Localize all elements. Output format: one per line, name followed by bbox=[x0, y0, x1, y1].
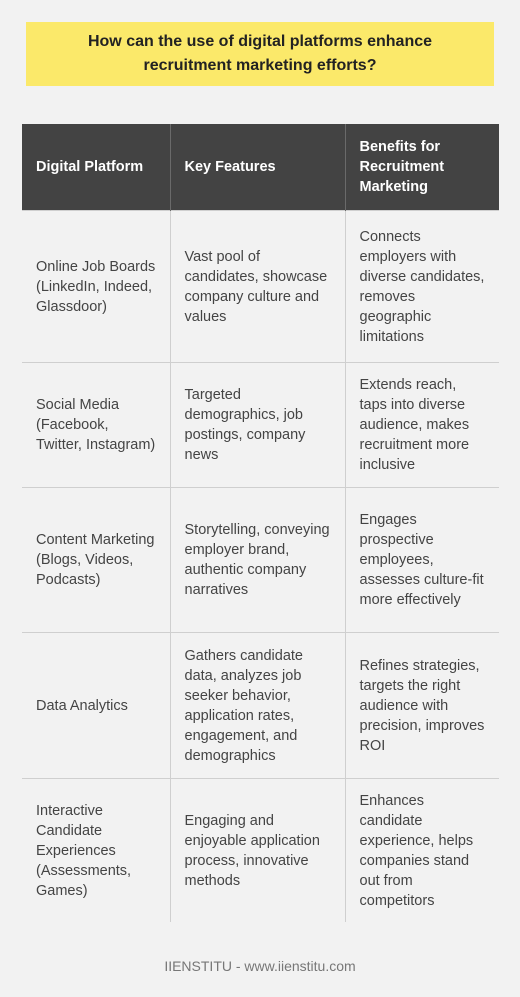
cell-benefits: Refines strategies, targets the right audience with precision, improves ROI bbox=[345, 633, 499, 779]
header-benefits: Benefits for Recruitment Marketing bbox=[345, 124, 499, 211]
header-digital-platform: Digital Platform bbox=[22, 124, 170, 211]
cell-features: Vast pool of candidates, showcase company culture and values bbox=[170, 211, 345, 363]
cell-features: Engaging and enjoyable application process, innovative methods bbox=[170, 779, 345, 923]
cell-platform: Interactive Candidate Experiences (Assessments, Games) bbox=[22, 779, 170, 923]
cell-platform: Online Job Boards (LinkedIn, Indeed, Glassdoor) bbox=[22, 211, 170, 363]
header-key-features: Key Features bbox=[170, 124, 345, 211]
platforms-table bbox=[22, 124, 499, 922]
table-row bbox=[22, 211, 499, 363]
table-row bbox=[22, 488, 499, 633]
cell-features: Gathers candidate data, analyzes job seeker behavior, application rates, engagement, and demographics bbox=[170, 633, 345, 779]
table-row bbox=[22, 779, 499, 923]
cell-platform: Data Analytics bbox=[22, 633, 170, 779]
table-row bbox=[22, 363, 499, 488]
table-row bbox=[22, 633, 499, 779]
cell-benefits: Extends reach, taps into diverse audience, makes recruitment more inclusive bbox=[345, 363, 499, 488]
cell-platform: Social Media (Facebook, Twitter, Instagram) bbox=[22, 363, 170, 488]
cell-benefits: Engages prospective employees, assesses culture-fit more effectively bbox=[345, 488, 499, 633]
footer-credit: IIENSTITU - www.iienstitu.com bbox=[164, 958, 356, 974]
page-title: How can the use of digital platforms enhance recruitment marketing efforts? bbox=[87, 33, 433, 74]
cell-features: Storytelling, conveying employer brand, authentic company narratives bbox=[170, 488, 345, 633]
title-banner bbox=[26, 22, 494, 86]
cell-platform: Content Marketing (Blogs, Videos, Podcasts) bbox=[22, 488, 170, 633]
cell-features: Targeted demographics, job postings, company news bbox=[170, 363, 345, 488]
cell-benefits: Enhances candidate experience, helps companies stand out from competitors bbox=[345, 779, 499, 923]
cell-benefits: Connects employers with diverse candidates, removes geographic limitations bbox=[345, 211, 499, 363]
table-header-row bbox=[22, 124, 499, 211]
